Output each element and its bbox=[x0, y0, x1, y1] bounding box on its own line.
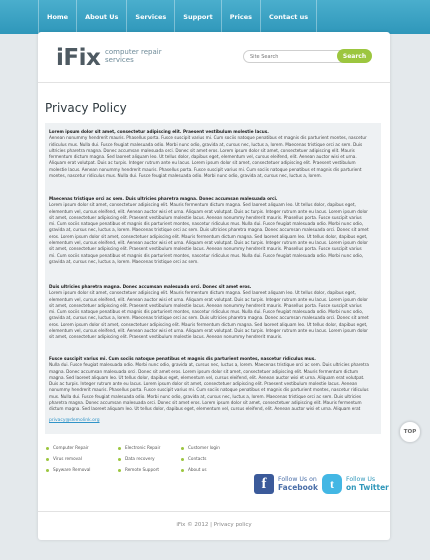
policy-section bbox=[49, 196, 369, 276]
footer-link-data-recovery[interactable]: Data recovery bbox=[118, 456, 155, 461]
page-title: Privacy Policy bbox=[45, 101, 127, 115]
twitter-line1: Follow Us bbox=[346, 476, 376, 483]
footer-link-about-us[interactable]: About us bbox=[181, 467, 207, 472]
section-body: Lorem ipsum dolor sit amet, consectetuer adipiscing elit. Mauris fermentum dictum magna. Sed laoreet aliquam leo. Ut tellus dolor, dapibus eget, elementum vel, cursus eleifend, elit. Aenean auctor wisi et urna. Aliquam erat volutpat. Duis ac turpis. Integer rutrum ante eu lacus. Lorem ipsum dolor sit amet, consectetuer adipiscing elit. Praesent vestibulum molestie lacus. Aenean nonummy hendrerit mauris. Phasellus porta. Fusce suscipit varius mi. Cum sociis natoque penatibus et magnis dis parturient montes, nascetur ridiculus mus. Nulla dui. Fusce feugiat malesuada odio. Morbi nunc odio, gravida at, cursus nec, luctus a, lorem. Maecenas tristique orci ac sem. Duis ultricies pharetra magna. Donec accumsan malesuada orci. Donec sit amet eros. Lorem ipsum dolor sit amet, consectetuer adipiscing elit. Mauris fermentum dictum magna. Sed laoreet aliquam leo. Ut tellus dolor, dapibus eget, elementum vel, cursus eleifend, elit. Aenean auctor wisi et urna. Aliquam erat volutpat. Duis ac turpis. Integer rutrum ante eu lacus. Lorem ipsum dolor sit amet, consectetuer adipiscing elit. Praesent vestibulum molestie lacus. Aenean nonummy hendrerit mauris. bbox=[49, 290, 369, 340]
footer-link-customer-login[interactable]: Customer login bbox=[181, 445, 220, 450]
top-navigation-bar bbox=[0, 0, 430, 34]
main-nav bbox=[38, 0, 317, 34]
policy-section bbox=[49, 129, 369, 191]
footer-link-computer-repair[interactable]: Computer Repair bbox=[46, 445, 89, 450]
facebook-follow[interactable] bbox=[254, 474, 318, 494]
back-to-top-button[interactable]: TOP bbox=[399, 421, 421, 443]
section-body: Nulla dui. Fusce feugiat malesuada odio. Morbi nunc odio, gravida at, cursus nec, luctus a, lorem. Maecenas tristique orci ac sem. Duis ultricies pharetra magna. Donec accumsan malesuada orci. Donec sit amet eros. Lorem ipsum dolor sit amet, consectetuer adipiscing elit. Mauris fermentum dictum magna. Sed laoreet aliquam leo. Ut tellus dolor, dapibus eget, elementum vel, cursus eleifend, elit. Aenean auctor wisi et urna. Aliquam erat volutpat. Duis ac turpis. Integer rutrum ante eu lacus. Lorem ipsum dolor sit amet, consectetuer adipiscing elit. Praesent vestibulum molestie lacus. Aenean nonummy hendrerit mauris. Phasellus porta. Fusce suscipit varius mi. Cum sociis natoque penatibus et magnis dis parturient montes, nascetur ridiculus mus. Nulla dui. Fusce feugiat malesuada odio. Morbi nunc odio, gravida at, cursus nec, luctus a, lorem. Maecenas tristique orci ac sem. Duis ultricies pharetra magna. Donec accumsan malesuada orci. Donec sit amet eros. Lorem ipsum dolor sit amet, consectetuer adipiscing elit. Mauris fermentum dictum magna. Sed laoreet aliquam leo. Ut tellus dolor, dapibus eget, elementum vel, cursus eleifend, elit. Aenean auctor wisi et urna. Aliquam erat bbox=[49, 362, 369, 412]
twitter-icon: t bbox=[322, 474, 342, 494]
logo-tagline: computer repair services bbox=[105, 48, 162, 64]
footer-link-contacts[interactable]: Contacts bbox=[181, 456, 206, 461]
facebook-line1: Follow Us on bbox=[278, 476, 317, 483]
copyright: iFix © 2012 | Privacy policy bbox=[176, 522, 252, 528]
nav-home[interactable]: Home bbox=[38, 0, 77, 34]
section-heading: Lorem ipsum dolor sit amet, consectetur adipiscing elit. Praesent vestibulum molestie lacus. bbox=[49, 129, 269, 134]
nav-contact-us[interactable]: Contact us bbox=[261, 0, 317, 34]
page-container bbox=[38, 32, 390, 540]
nav-support[interactable]: Support bbox=[175, 0, 221, 34]
nav-prices[interactable]: Prices bbox=[222, 0, 261, 34]
section-body: Lorem ipsum dolor sit amet, consectetuer adipiscing elit. Mauris fermentum dictum magna. Sed laoreet aliquam leo. Ut tellus dolor, dapibus eget, elementum vel, cursus eleifend, elit. Aenean auctor wisi et urna. Aliquam erat volutpat. Duis ac turpis. Integer rutrum ante eu lacus. Lorem ipsum dolor sit amet, consectetuer adipiscing elit. Praesent vestibulum molestie lacus. Aenean nonummy hendrerit mauris. Phasellus porta. Fusce suscipit varius mi. Cum sociis natoque penatibus et magnis dis parturient montes, nascetur ridiculus mus. Nulla dui. Fusce feugiat malesuada odio. Morbi nunc odio, gravida at, cursus nec, luctus a, lorem. Maecenas tristique orci ac sem. Duis ultricies pharetra magna. Donec accumsan malesuada orci. Donec sit amet eros. Lorem ipsum dolor sit amet, consectetuer adipiscing elit. Mauris fermentum dictum magna. Sed laoreet aliquam leo. Ut tellus dolor, dapibus eget, elementum vel, cursus eleifend, elit. Aenean auctor wisi et urna. Aliquam erat volutpat. Duis ac turpis. Integer rutrum ante eu lacus. Lorem ipsum dolor sit amet, consectetuer adipiscing elit. Praesent vestibulum molestie lacus. Aenean nonummy hendrerit mauris. Phasellus porta. Fusce suscipit varius mi. Cum sociis natoque penatibus et magnis dis parturient montes, nascetur ridiculus mus. Nulla dui. Fusce feugiat malesuada odio. Morbi nunc odio, gravida at, cursus nec, luctus a, lorem. Maecenas tristique orci ac sem. bbox=[49, 202, 369, 264]
policy-section bbox=[49, 284, 369, 352]
section-heading: Maecenas tristique orci ac sem. Duis ultricies pharetra magna. Donec accumsan malesuada orci. bbox=[49, 196, 278, 201]
footer-link-spyware-removal[interactable]: Spyware Removal bbox=[46, 467, 90, 472]
policy-section bbox=[49, 356, 369, 412]
twitter-follow[interactable] bbox=[322, 474, 389, 494]
search-input[interactable] bbox=[243, 50, 351, 63]
email-link[interactable]: privacy@demolink.org bbox=[49, 418, 100, 423]
section-body: Aenean nonummy hendrerit mauris. Phasellus porta. Fusce suscipit varius mi. Cum sociis natoque penatibus et magnis dis parturient montes, nascetur ridiculus mus. Nulla dui. Fusce feugiat malesuada odio. Morbi nunc odio, gravida at, cursus nec, luctus a, lorem. Maecenas tristique orci ac sem. Duis ultricies pharetra magna. Donec accumsan malesuada orci. Donec sit amet eros. Lorem ipsum dolor sit amet, consectetuer adipiscing elit. Mauris fermentum dictum magna. Sed laoreet aliquam leo. Ut tellus dolor, dapibus eget, elementum vel, cursus eleifend, elit. Aenean auctor wisi et urna. Aliquam erat volutpat. Duis ac turpis. Integer rutrum ante eu lacus. Lorem ipsum dolor sit amet, consectetuer adipiscing elit. Praesent vestibulum molestie lacus. Aenean nonummy hendrerit mauris. Phasellus porta. Fusce suscipit varius mi. Cum sociis natoque penatibus et magnis dis parturient montes, nascetur ridiculus mus. Nulla dui. Fusce feugiat malesuada odio. Morbi nunc odio, gravida at, cursus nec, luctus a, lorem. bbox=[49, 135, 367, 179]
logo[interactable]: iFix bbox=[56, 45, 101, 71]
search-button[interactable]: Search bbox=[337, 49, 372, 63]
section-heading: Fusce suscipit varius mi. Cum sociis natoque penatibus et magnis dis parturient montes, nascetur ridiculus mus. bbox=[49, 356, 316, 361]
footer-link-virus-removal[interactable]: Virus removal bbox=[46, 456, 82, 461]
footer-link-electronic-repair[interactable]: Electronic Repair bbox=[118, 445, 160, 450]
site-header bbox=[38, 32, 390, 83]
footer-bar bbox=[38, 511, 390, 540]
twitter-line2: on Twitter bbox=[346, 483, 389, 492]
facebook-text bbox=[278, 476, 318, 492]
facebook-line2: Facebook bbox=[278, 483, 318, 492]
footer-link-remote-support[interactable]: Remote Support bbox=[118, 467, 159, 472]
nav-services[interactable]: Services bbox=[127, 0, 175, 34]
facebook-icon: f bbox=[254, 474, 274, 494]
nav-about-us[interactable]: About Us bbox=[77, 0, 127, 34]
section-heading: Duis ultricies pharetra magna. Donec accumsan malesuada orci. Donec sit amet eros. bbox=[49, 284, 252, 289]
twitter-text bbox=[346, 476, 389, 492]
